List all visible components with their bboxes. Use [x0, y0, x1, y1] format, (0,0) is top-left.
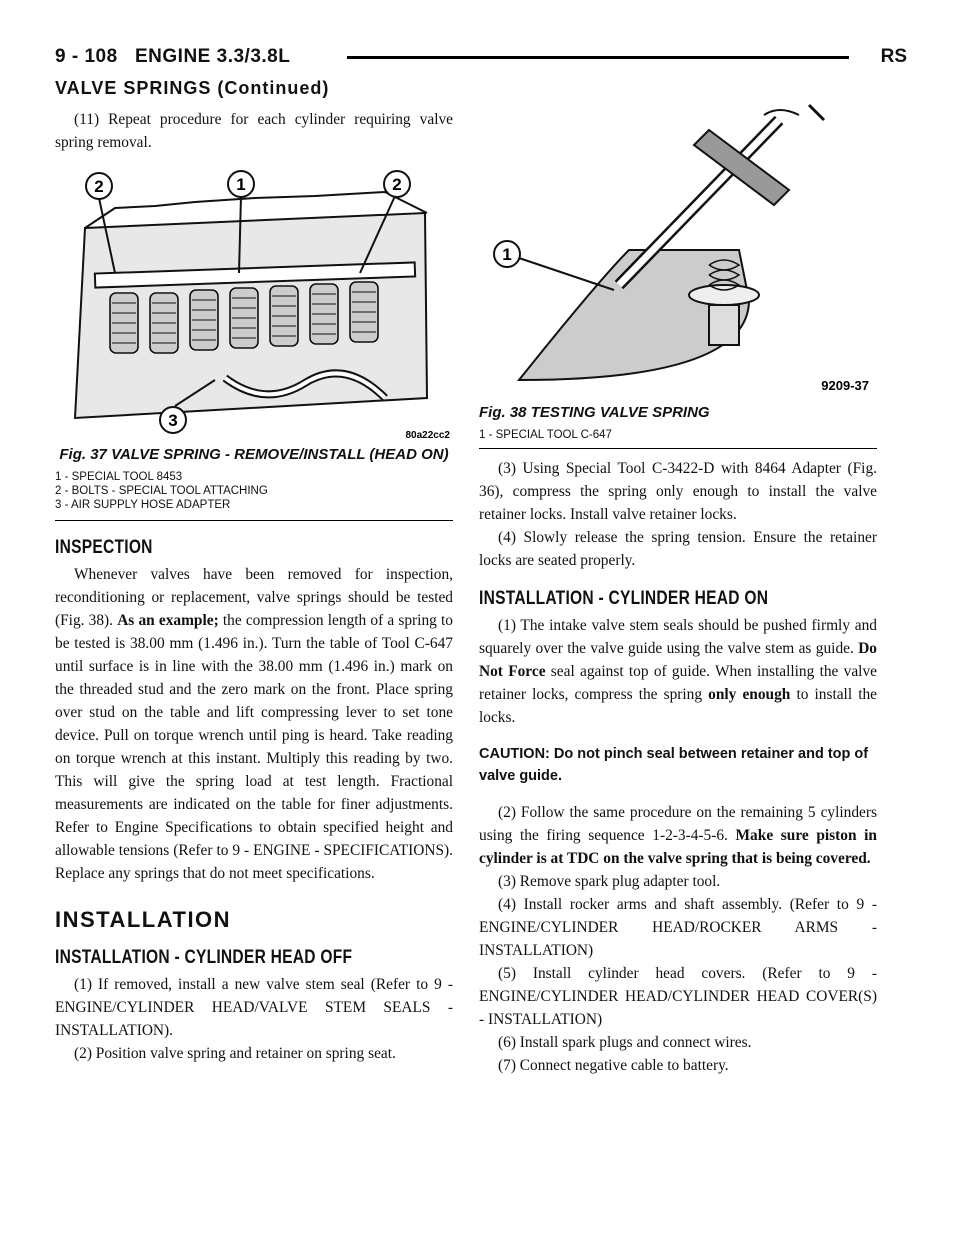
- figure-rule: [55, 520, 453, 521]
- intro-paragraph: (11) Repeat procedure for each cylinder requiring valve spring removal.: [55, 111, 453, 151]
- on-step-3: (3) Remove spark plug adapter tool.: [498, 873, 721, 890]
- callout-1: 1: [502, 245, 512, 264]
- left-column: [55, 108, 453, 1065]
- on-step-6: (6) Install spark plugs and connect wires.: [498, 1034, 752, 1051]
- figure-38: [479, 100, 877, 400]
- page-reference: 9 - 108 ENGINE 3.3/3.8L: [55, 46, 291, 67]
- fig37-legend: [55, 470, 453, 512]
- callout-3: 3: [168, 411, 178, 430]
- fig38-caption: Fig. 38 TESTING VALVE SPRING: [479, 404, 710, 421]
- head-on-heading: INSTALLATION - CYLINDER HEAD ON: [479, 588, 769, 609]
- on-step-5: (5) Install cylinder head covers. (Refer to 9 - ENGINE/CYLINDER HEAD/CYLINDER HEAD COVER(S) - INSTALLATION): [479, 965, 877, 1028]
- inspection-paragraph: Whenever valves have been removed for inspection, reconditioning or replacement, valve springs should be tested (Fig. 38). As an example; the compression length of a spring to be tested is 38.00 mm (1.496 in.). Turn the table of Tool C-647 until surface is in line with the 38.00 mm (1.496 in.) mark on the threaded stud and the zero mark on the front. Place spring over stud on the table and lift compressing lever to set tone device. Pull on torque wrench until ping is heard. Take reading on torque wrench at this instant. Multiply this reading by two. This will give the spring load at test length. Fractional measurements are indicated on the table for finer adjustments. Refer to Engine Specifications to obtain specified height and allowable tensions (Refer to 9 - ENGINE - SPECIFICATIONS). Replace any springs that do not meet specifications.: [55, 566, 453, 882]
- fig37-caption: Fig. 37 VALVE SPRING - REMOVE/INSTALL (HEAD ON): [59, 446, 449, 463]
- model-code: RS: [880, 46, 907, 67]
- valve-spring-illustration: [55, 168, 453, 442]
- continued-title: VALVE SPRINGS (Continued): [55, 78, 330, 98]
- legend-item: 3 - AIR SUPPLY HOSE ADAPTER: [55, 499, 231, 511]
- on-step-2: (2) Follow the same procedure on the remaining 5 cylinders using the firing sequence 1-2-3-4-5-6. Make sure piston in cylinder is at TDC on the valve spring that is being covered.: [479, 804, 877, 867]
- on-step-4: (4) Install rocker arms and shaft assembly. (Refer to 9 - ENGINE/CYLINDER HEAD/ROCKER ARMS - INSTALLATION): [479, 896, 877, 959]
- off-step-1: (1) If removed, install a new valve stem seal (Refer to 9 - ENGINE/CYLINDER HEAD/VALVE STEM SEALS - INSTALLATION).: [55, 976, 453, 1039]
- spring-tester-illustration: [479, 100, 877, 400]
- page-header: [55, 40, 907, 72]
- on-step-7: (7) Connect negative cable to battery.: [498, 1057, 729, 1074]
- step-3: (3) Using Special Tool C-3422-D with 8464 Adapter (Fig. 36), compress the spring only enough to install the valve retainer locks. Install valve retainer locks.: [479, 460, 877, 523]
- callout-2a: 2: [94, 177, 104, 196]
- right-column: [479, 100, 877, 1077]
- legend-item: 2 - BOLTS - SPECIAL TOOL ATTACHING: [55, 485, 268, 497]
- callout-1: 1: [236, 175, 246, 194]
- caution-note: CAUTION: Do not pinch seal between retainer and top of valve guide.: [479, 746, 869, 784]
- on-step-1: (1) The intake valve stem seals should be pushed firmly and squarely over the valve guide using the valve stem as guide. Do Not Force seal against top of guide. When installing the valve retainer locks, compress the spring only enough to install the locks.: [479, 617, 877, 726]
- callout-2b: 2: [392, 175, 402, 194]
- step-4: (4) Slowly release the spring tension. Ensure the retainer locks are seated properly.: [479, 529, 877, 569]
- art-code-38: 9209-37: [821, 378, 869, 393]
- art-code-37: 80a22cc2: [405, 430, 450, 441]
- header-rule: [347, 56, 849, 59]
- legend-item: 1 - SPECIAL TOOL 8453: [55, 471, 183, 483]
- figure-rule: [479, 448, 877, 449]
- installation-heading: INSTALLATION: [55, 907, 232, 932]
- figure-37: [55, 168, 453, 442]
- off-step-2: (2) Position valve spring and retainer on spring seat.: [74, 1045, 396, 1062]
- inspection-heading: INSPECTION: [55, 537, 153, 558]
- fig38-legend: 1 - SPECIAL TOOL C-647: [479, 429, 612, 441]
- head-off-heading: INSTALLATION - CYLINDER HEAD OFF: [55, 947, 353, 968]
